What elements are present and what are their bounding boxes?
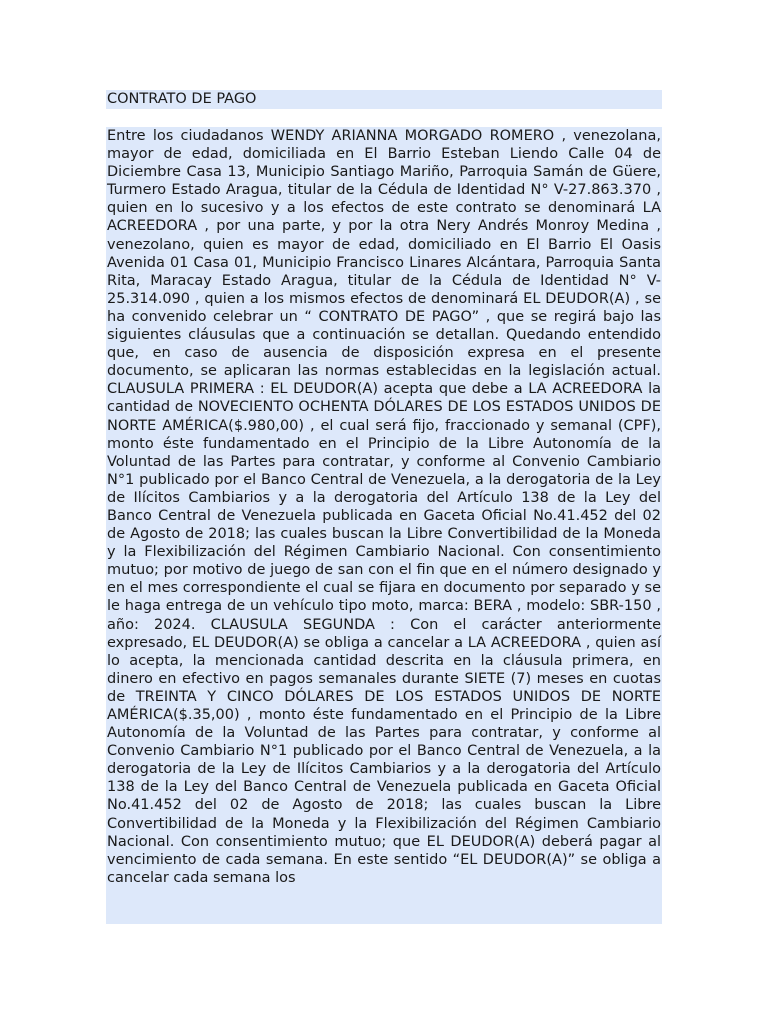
document-body: Entre los ciudadanos WENDY ARIANNA MORGADO ROMERO , venezolana, mayor de edad, domiciliada en El Barrio Esteban Liendo Calle 04 de Diciembre Casa 13, Municipio Santiago Mariño, Parroquia Samán de Güere, Turmero Estado Aragua, titular de la Cédula de Identidad N° V-27.863.370 , quien en lo sucesivo y a los efectos de este contrato se denominará LA ACREEDORA , por una parte, y por la otra Nery Andrés Monroy Medina , venezolano, quien es mayor de edad, domiciliado en El Barrio El Oasis Avenida 01 Casa 01, Municipio Francisco Linares Alcántara, Parroquia Santa Rita, Maracay Estado Aragua, titular de la Cédula de Identidad N° V-25.314.090 , quien a los mismos efectos de denominará EL DEUDOR(A) , se ha convenido celebrar un “ CONTRATO DE PAGO” , que se regirá bajo las siguientes cláusulas que a continuación se detallan. Quedando entendido que, en caso de ausencia de disposición expresa en el presente documento, se aplicaran las normas establecidas en la legislación actual. CLAUSULA PRIMERA : EL DEUDOR(A) acepta que debe a LA ACREEDORA la cantidad de NOVECIENTO OCHENTA DÓLARES DE LOS ESTADOS UNIDOS DE NORTE AMÉRICA($.980,00) , el cual será fijo, fraccionado y semanal (CPF), monto éste fundamentado en el Principio de la Libre Autonomía de la Voluntad de las Partes para contratar, y conforme al Convenio Cambiario N°1 publicado por el Banco Central de Venezuela, a la derogatoria de la Ley de Ilícitos Cambiarios y a la derogatoria del Artículo 138 de la Ley del Banco Central de Venezuela publicada en Gaceta Oficial No.41.452 del 02 de Agosto de 2018; las cuales buscan la Libre Convertibilidad de la Moneda y la Flexibilización del Régimen Cambiario Nacional. Con consentimiento mutuo; por motivo de juego de san con el fin que en el número designado y en el mes correspondiente el cual se fijara en documento por separado y se le haga entrega de un vehículo tipo moto, marca: BERA , modelo: SBR-150 , año: 2024. CLAUSULA SEGUNDA : Con el carácter anteriormente expresado, EL DEUDOR(A) se obliga a cancelar a LA ACREEDORA , quien así lo acepta, la mencionada cantidad descrita en la cláusula primera, en dinero en efectivo en pagos semanales durante SIETE (7) meses en cuotas de TREINTA Y CINCO DÓLARES DE LOS ESTADOS UNIDOS DE NORTE AMÉRICA($.35,00) , monto éste fundamentado en el Principio de la Libre Autonomía de la Voluntad de las Partes para contratar, y conforme al Convenio Cambiario N°1 publicado por el Banco Central de Venezuela, a la derogatoria de la Ley de Ilícitos Cambiarios y a la derogatoria del Artículo 138 de la Ley del Banco Central de Venezuela publicada en Gaceta Oficial No.41.452 del 02 de Agosto de 2018; las cuales buscan la Libre Convertibilidad de la Moneda y la Flexibilización del Régimen Cambiario Nacional. Con consentimiento mutuo; que EL DEUDOR(A) deberá pagar al vencimiento de cada semana. En este sentido “EL DEUDOR(A)” se obliga a cancelar cada semana los	[106, 127, 662, 924]
document-page	[106, 90, 662, 924]
document-title: CONTRATO DE PAGO	[106, 90, 662, 109]
